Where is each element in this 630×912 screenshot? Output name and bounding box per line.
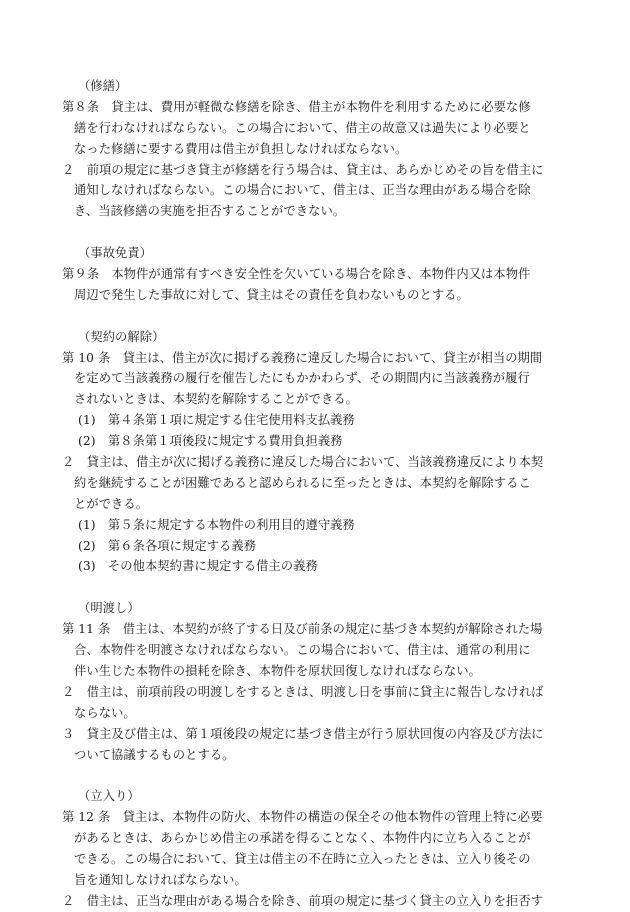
clause-first-line: 第 10 条 貸主は、借主が次に掲げる義務に違反した場合において、貸主が相当の期間 [62, 350, 543, 365]
clause-line: 旨を通知しなければならない。 [74, 872, 247, 887]
list-item: (1) 第４条第１項に規定する住宅使用料支払義務 [78, 413, 355, 428]
clause-line: なった修繕に要する費用は借主が負担しなければならない。 [74, 141, 408, 156]
clause-line: 周辺で発生した事故に対して、貸主はその責任を負わないものとする。 [74, 287, 469, 302]
clause-line: 合、本物件を明渡さなければならない。この場合において、借主は、通常の利用に [74, 643, 531, 658]
clause-first-line: 第 12 条 貸主は、本物件の防火、本物件の構造の保全その他本物件の管理上特に必要 [62, 810, 543, 825]
clause-first-line: 第９条 本物件が通常有すべき安全性を欠いている場合を除き、本物件内又は本物件 [62, 267, 531, 282]
section-heading: （契約の解除） [78, 329, 165, 344]
clause-line: 約を継続することが困難であると認められるに至ったときは、本契約を解除するこ [74, 475, 531, 490]
clause-line: ついて協議するものとする。 [74, 747, 235, 762]
section-heading: （修繕） [78, 79, 128, 93]
clause-line: 繕を行わなければならない。この場合において、借主の故意又は過失により必要と [74, 120, 531, 135]
clause-line: されないときは、本契約を解除することができる。 [74, 392, 358, 407]
section-spacer [62, 577, 574, 598]
clause-line: ならない。 [74, 705, 136, 720]
clause-line: を定めて当該義務の履行を催告したにもかかわらず、その期間内に当該義務が履行 [74, 371, 530, 386]
section-heading: （明渡し） [78, 601, 140, 616]
clause-first-line: ２ 前項の規定に基づき貸主が修繕を行う場合は、貸主は、あらかじめその旨を借主に [62, 162, 544, 177]
section-heading: （事故免責） [78, 246, 153, 261]
clause-first-line: 第８条 貸主は、費用が軽微な修繕を除き、借主が本物件を利用するために必要な修 [62, 99, 531, 114]
section-spacer [62, 765, 574, 786]
list-item: (1) 第５条に規定する本物件の利用目的遵守義務 [78, 517, 355, 532]
contract-body [62, 76, 574, 912]
clause-first-line: ２ 借主は、前項前段の明渡しをするときは、明渡し日を事前に貸主に報告しなければ [62, 684, 544, 699]
clause-line: 通知しなければならない。この場合において、借主は、正当な理由がある場合を除 [74, 183, 531, 198]
list-item: (3) その他本契約書に規定する借主の義務 [78, 559, 318, 574]
clause-line: とができる。 [74, 496, 149, 511]
clause-line: できる。この場合において、貸主は借主の不在時に立入ったときは、立入り後その [74, 851, 531, 866]
clause-first-line: ３ 貸主及び借主は、第１項後段の規定に基づき借主が行う原状回復の内容及び方法に [62, 726, 544, 741]
section-spacer [62, 306, 574, 327]
clause-first-line: ２ 借主は、正当な理由がある場合を除き、前項の規定に基づく貸主の立入りを拒否す [62, 893, 544, 908]
list-item: (2) 第６条各項に規定する義務 [78, 538, 257, 553]
clause-first-line: ２ 貸主は、借主が次に掲げる義務に違反した場合において、当該義務違反により本契 [62, 455, 544, 470]
clause-line: があるときは、あらかじめ借主の承諾を得ることなく、本物件内に立ち入ることが [74, 831, 531, 846]
clause-line: き、当該修繕の実施を拒否することができない。 [74, 204, 346, 219]
list-item: (2) 第８条第１項後段に規定する費用負担義務 [78, 434, 343, 449]
section-heading: （立入り） [78, 789, 140, 804]
section-spacer [62, 222, 574, 243]
clause-line: 伴い生じた本物件の損耗を除き、本物件を原状回復しなければならない。 [74, 663, 481, 678]
clause-first-line: 第 11 条 借主は、本契約が終了する日及び前条の規定に基づき本契約が解除された場 [62, 622, 543, 637]
